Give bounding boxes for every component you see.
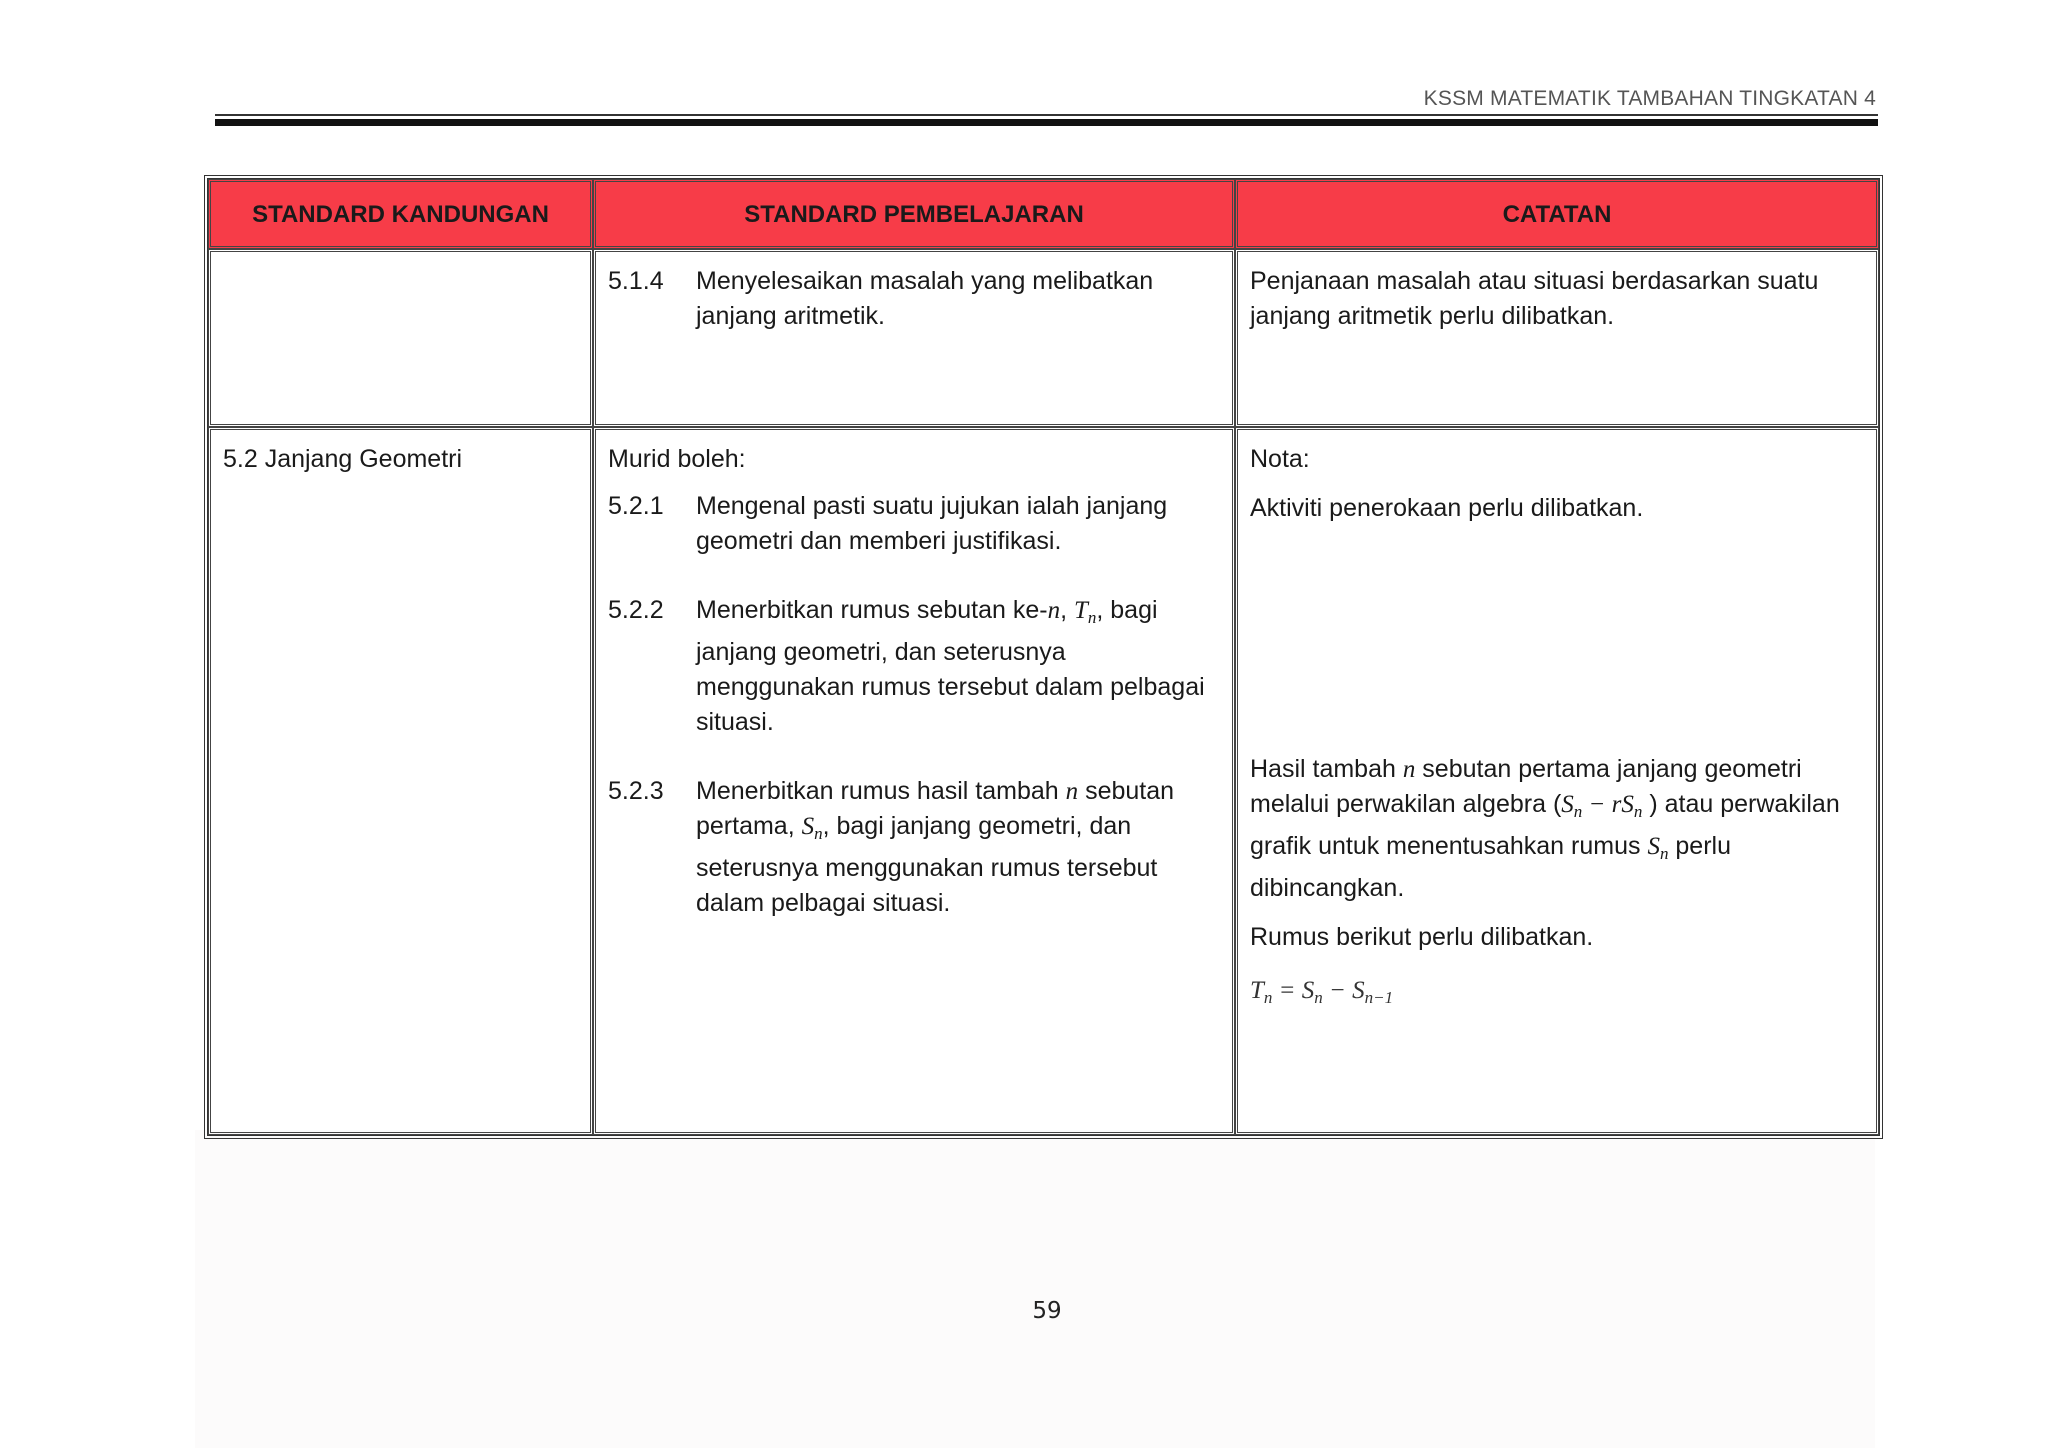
learning-standard-item: [608, 264, 1220, 334]
table-row: [208, 249, 1879, 427]
learning-standard-intro: Murid boleh:: [608, 445, 746, 473]
header-rule-thick: [215, 119, 1878, 126]
item-number: 5.2.2: [608, 596, 664, 624]
notes-text: Hasil tambah n sebutan pertama janjang geometri melalui perwakilan algebra ($S_n - rS_n$ ) atau perwakilan grafik untuk menentusahkan rumus $S_n$ perlu dibincangkan.: [1250, 755, 1840, 902]
learning-standard-cell: [593, 249, 1235, 427]
curriculum-table: [204, 175, 1883, 1139]
learning-standard-item: [608, 593, 1220, 740]
formula: $T_n = S_n - S_{n-1}$: [1250, 977, 1394, 1007]
column-header-notes: CATATAN: [1235, 179, 1879, 249]
item-text: Menerbitkan rumus sebutan ke-n, $T_n$, bagi janjang geometri, dan seterusnya menggunakan rumus tersebut dalam pelbagai situasi.: [696, 596, 1205, 736]
item-number: 5.2.1: [608, 492, 664, 520]
item-text: Menerbitkan rumus hasil tambah n sebutan pertama, $S_n$, bagi janjang geometri, dan seterusnya menggunakan rumus tersebut dalam pelbagai situasi.: [696, 777, 1175, 917]
notes-text: Aktiviti penerokaan perlu dilibatkan.: [1250, 494, 1644, 522]
notes-cell: [1235, 427, 1879, 1135]
item-number: 5.2.3: [608, 777, 664, 805]
learning-standard-item: [608, 489, 1220, 559]
table-row: [208, 427, 1879, 1135]
content-standard-cell: [208, 249, 593, 427]
table-header-row: [208, 179, 1879, 249]
notes-label: Nota:: [1250, 445, 1310, 473]
learning-standard-item: [608, 774, 1220, 921]
page-background: [195, 1130, 1875, 1448]
page-header-title: KSSM MATEMATIK TAMBAHAN TINGKATAN 4: [1423, 87, 1876, 110]
learning-standard-cell: [593, 427, 1235, 1135]
notes-cell: Penjanaan masalah atau situasi berdasarkan suatu janjang aritmetik perlu dilibatkan.: [1235, 249, 1879, 427]
header-rule: [215, 114, 1878, 116]
column-header-content-standard: STANDARD KANDUNGAN: [208, 179, 593, 249]
item-text: Menyelesaikan masalah yang melibatkan janjang aritmetik.: [696, 267, 1154, 330]
column-header-learning-standard: STANDARD PEMBELAJARAN: [593, 179, 1235, 249]
content-standard-cell: 5.2 Janjang Geometri: [208, 427, 593, 1135]
item-number: 5.1.4: [608, 267, 664, 295]
notes-text: Rumus berikut perlu dilibatkan.: [1250, 923, 1594, 951]
item-text: Mengenal pasti suatu jujukan ialah janjang geometri dan memberi justifikasi.: [696, 492, 1168, 555]
page-number: 59: [1032, 1298, 1062, 1324]
